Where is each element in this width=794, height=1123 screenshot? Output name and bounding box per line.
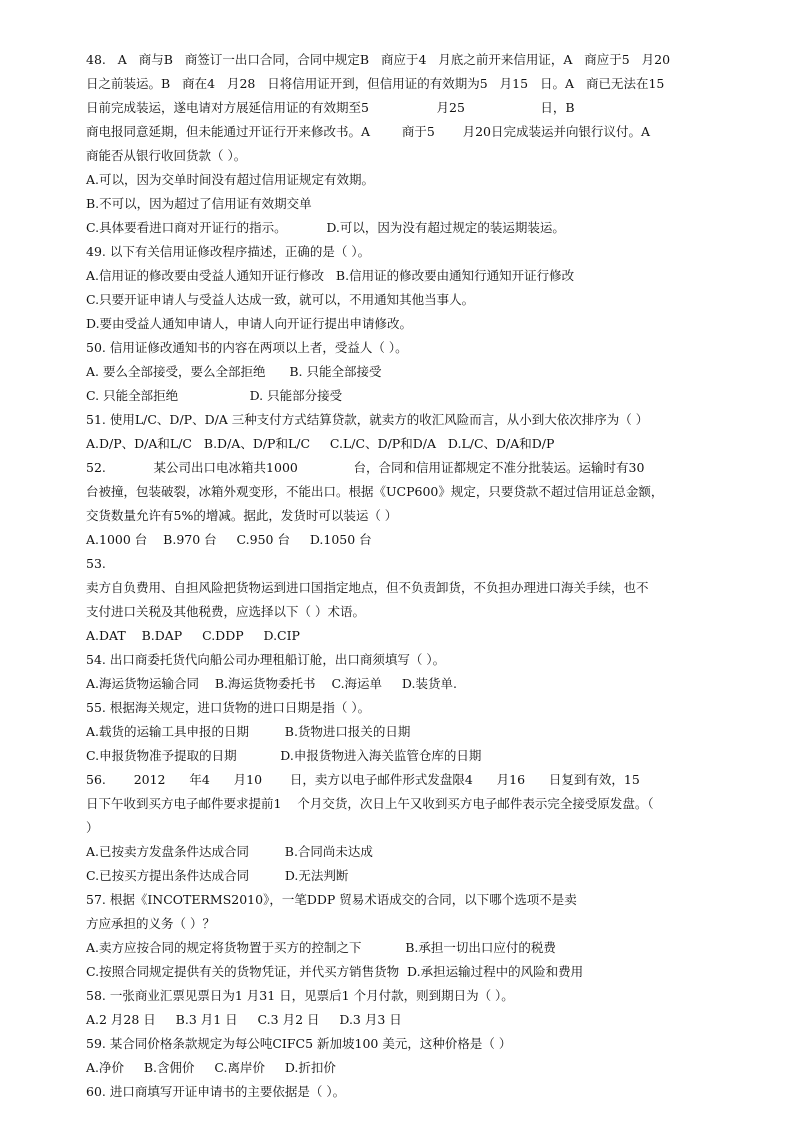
question-text-line: 方应承担的义务（ ）？ xyxy=(86,916,215,931)
answer-option-line: D.要由受益人通知申请人，申请人向开证行提出申请修改。 xyxy=(86,316,413,331)
answer-option-line: C.具体要看进口商对开证行的指示。 D.可以，因为没有超过规定的装运期装运。 xyxy=(86,220,565,235)
answer-option-line: A.载货的运输工具申报的日期 B.货物进口报关的日期 xyxy=(86,724,411,739)
answer-option-line: A.海运货物运输合同 B.海运货物委托书 C.海运单 D.装货单. xyxy=(86,676,457,691)
question-51 xyxy=(86,408,730,456)
question-54 xyxy=(86,648,730,696)
answer-option-line: A. 要么全部接受，要么全部拒绝 B. 只能全部接受 xyxy=(86,364,382,379)
answer-option-line: A.信用证的修改要由受益人通知开证行修改 B.信用证的修改要由通知行通知开证行修改 xyxy=(86,268,575,283)
answer-option-line: C.按照合同规定提供有关的货物凭证，并代买方销售货物 D.承担运输过程中的风险和费用 xyxy=(86,964,584,979)
question-55 xyxy=(86,696,730,768)
question-text-line: 53. xyxy=(86,556,106,571)
answer-option-line: C.已按买方提出条件达成合同 D.无法判断 xyxy=(86,868,349,883)
question-text-line: 商电报同意延期，但未能通过开证行开来修改书。A 商于5 月20日完成装运并向银行议付。A xyxy=(86,124,651,139)
question-56 xyxy=(86,768,730,888)
question-48 xyxy=(86,48,730,240)
question-text-line: 日之前装运。B 商在4 月28 日将信用证开到，但信用证的有效期为5 月15 日。A 商已无法在15 xyxy=(86,76,665,91)
question-text-line: 日前完成装运，遂电请对方展延信用证的有效期至5 月25 日，B xyxy=(86,100,575,115)
answer-option-line: A.卖方应按合同的规定将货物置于买方的控制之下 B.承担一切出口应付的税费 xyxy=(86,940,556,955)
answer-option-line: A.1000 台 B.970 台 C.950 台 D.1050 台 xyxy=(86,532,372,547)
question-text-line: ） xyxy=(86,820,99,835)
question-text-line: 51. 使用L/C、D/P、D/A 三种支付方式结算贷款，就卖方的收汇风险而言，从小到大依次排序为（ ） xyxy=(86,412,649,427)
question-text-line: 支付进口关税及其他税费，应选择以下（ ）术语。 xyxy=(86,604,365,619)
exam-page xyxy=(86,48,730,1104)
question-60 xyxy=(86,1080,730,1104)
answer-option-line: B.不可以，因为超过了信用证有效期交单 xyxy=(86,196,312,211)
question-text-line: 交货数量允许有5%的增减。据此，发货时可以装运（ ） xyxy=(86,508,398,523)
question-52 xyxy=(86,456,730,552)
question-text-line: 台被撞，包装破裂，冰箱外观变形，不能出口。根据《UCP600》规定，只要贷款不超过信用证总金额， xyxy=(86,484,664,499)
question-text-line: 49. 以下有关信用证修改程序描述，正确的是（ ）。 xyxy=(86,244,371,259)
question-59 xyxy=(86,1032,730,1080)
answer-option-line: A.已按卖方发盘条件达成合同 B.合同尚未达成 xyxy=(86,844,373,859)
answer-option-line: A.净价 B.含佣价 C.离岸价 D.折扣价 xyxy=(86,1060,336,1075)
question-text-line: 56. 2012 年4 月10 日，卖方以电子邮件形式发盘限4 月16 日复到有效，15 xyxy=(86,772,640,787)
question-text-line: 48. A 商与B 商签订一出口合同，合同中规定B 商应于4 月底之前开来信用证，A 商应于5 月20 xyxy=(86,52,671,67)
question-57 xyxy=(86,888,730,984)
question-text-line: 58. 一张商业汇票见票日为1 月31 日，见票后1 个月付款，则到期日为（ ）。 xyxy=(86,988,514,1003)
question-text-line: 60. 进口商填写开证申请书的主要依据是（ ）。 xyxy=(86,1084,346,1099)
question-text-line: 55. 根据海关规定，进口货物的进口日期是指（ ）。 xyxy=(86,700,371,715)
question-49 xyxy=(86,240,730,336)
answer-option-line: C. 只能全部拒绝 D. 只能部分接受 xyxy=(86,388,343,403)
answer-option-line: A.DAT B.DAP C.DDP D.CIP xyxy=(86,628,300,643)
question-53 xyxy=(86,552,730,648)
question-58 xyxy=(86,984,730,1032)
question-text-line: 54. 出口商委托货代向船公司办理租船订舱，出口商须填写（ ）。 xyxy=(86,652,446,667)
answer-option-line: A.可以，因为交单时间没有超过信用证规定有效期。 xyxy=(86,172,375,187)
question-text-line: 57. 根据《INCOTERMS2010》，一笔DDP 贸易术语成交的合同，以下哪个选项不是卖 xyxy=(86,892,577,907)
question-text-line: 商能否从银行收回货款（ ）。 xyxy=(86,148,247,163)
answer-option-line: A.2 月28 日 B.3 月1 日 C.3 月2 日 D.3 月3 日 xyxy=(86,1012,402,1027)
question-text-line: 卖方自负费用、自担风险把货物运到进口国指定地点，但不负责卸货，不负担办理进口海关手续，也不 xyxy=(86,580,649,595)
answer-option-line: C.申报货物准予提取的日期 D.申报货物进入海关监管仓库的日期 xyxy=(86,748,482,763)
question-text-line: 59. 某合同价格条款规定为每公吨CIFC5 新加坡100 美元，这种价格是（ ） xyxy=(86,1036,512,1051)
answer-option-line: C.只要开证申请人与受益人达成一致，就可以，不用通知其他当事人。 xyxy=(86,292,475,307)
question-text-line: 50. 信用证修改通知书的内容在两项以上者，受益人（ ）。 xyxy=(86,340,408,355)
question-50 xyxy=(86,336,730,408)
question-text-line: 日下午收到买方电子邮件要求提前1 个月交货，次日上午又收到买方电子邮件表示完全接受原发盘。（ xyxy=(86,796,654,811)
answer-option-line: A.D/P、D/A和L/C B.D/A、D/P和L/C C.L/C、D/P和D/A D.L/C、D/A和D/P xyxy=(86,436,555,451)
question-text-line: 52. 某公司出口电冰箱共1000 台，合同和信用证都规定不准分批装运。运输时有30 xyxy=(86,460,645,475)
